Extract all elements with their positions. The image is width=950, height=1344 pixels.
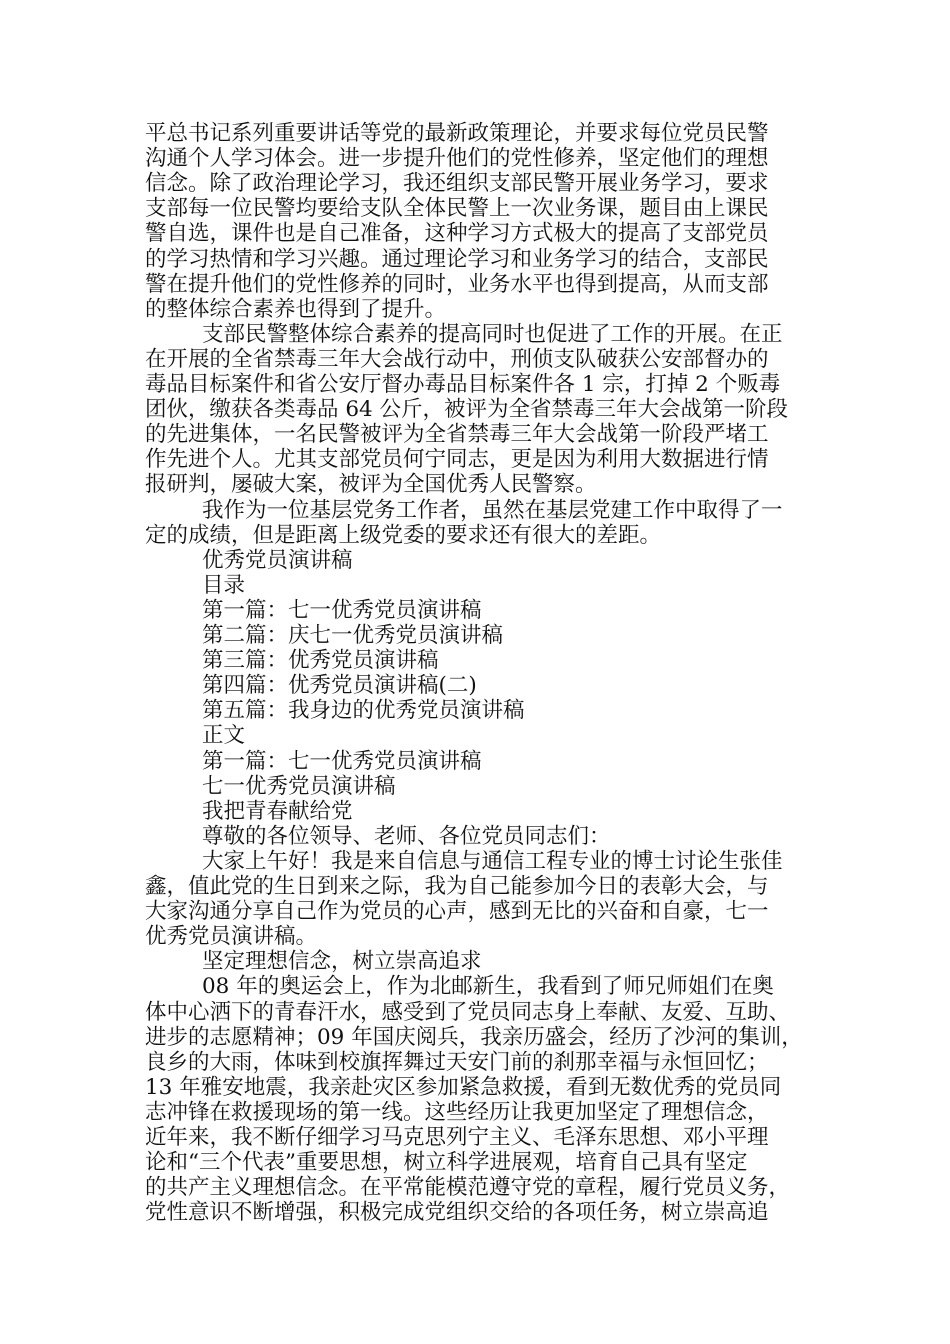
text-line: 进步的志愿精神；09 年国庆阅兵，我亲历盛会，经历了沙河的集训， (145, 1024, 803, 1050)
text-line: 的整体综合素养也得到了提升。 (145, 296, 447, 322)
paragraph-first-line: 尊敬的各位领导、老师、各位党员同志们： (202, 823, 611, 849)
text-line: 毒品目标案件和省公安厅督办毒品目标案件各 1 宗，打掉 2 个贩毒 (145, 372, 781, 397)
paragraph-first-line: 第三篇：优秀党员演讲稿 (202, 648, 439, 674)
paragraph-first-line: 我把青春献给党 (202, 798, 353, 824)
paragraph-first-line: 08 年的奥运会上，作为北邮新生，我看到了师兄师姐们在奥 (202, 974, 774, 1000)
text-line: 在开展的全省禁毒三年大会战行动中，刑侦支队破获公安部督办的 (145, 346, 769, 372)
text-line: 志冲锋在救援现场的第一线。这些经历让我更加坚定了理想信念， (145, 1099, 769, 1125)
text-line: 的共产主义理想信念。在平常能模范遵守党的章程，履行党员义务， (145, 1175, 791, 1201)
text-line: 支部每一位民警均要给支队全体民警上一次业务课，题目由上课民 (145, 196, 769, 222)
text-line: 体中心洒下的青春汗水，感受到了党员同志身上奉献、友爱、互助、 (145, 999, 791, 1025)
text-line: 团伙，缴获各类毒品 64 公斤，被评为全省禁毒三年大会战第一阶段 (145, 397, 789, 423)
paragraph-first-line: 第五篇：我身边的优秀党员演讲稿 (202, 698, 525, 724)
text-line: 报研判，屡破大案，被评为全国优秀人民警察。 (145, 472, 597, 498)
text-line: 13 年雅安地震，我亲赴灾区参加紧急救援，看到无数优秀的党员同 (145, 1074, 782, 1100)
paragraph-first-line: 正文 (202, 723, 246, 749)
paragraph-first-line: 我作为一位基层党务工作者，虽然在基层党建工作中取得了一 (202, 497, 783, 523)
text-line: 鑫，值此党的生日到来之际，我为自己能参加今日的表彰大会，与 (145, 874, 769, 899)
paragraph-first-line: 支部民警整体综合素养的提高同时也促进了工作的开展。在正 (202, 321, 783, 347)
text-line: 警在提升他们的党性修养的同时，业务水平也得到提高，从而支部 (145, 271, 769, 297)
text-line: 沟通个人学习体会。进一步提升他们的党性修养，坚定他们的理想 (145, 146, 769, 172)
text-line: 良乡的大雨，体味到校旗挥舞过天安门前的刹那幸福与永恒回忆； (145, 1049, 769, 1075)
paragraph-first-line: 大家上午好！我是来自信息与通信工程专业的博士讨论生张佳 (202, 848, 783, 874)
paragraph-first-line: 第一篇：七一优秀党员演讲稿 (202, 748, 482, 774)
text-line: 作先进个人。尤其支部党员何宁同志，更是因为利用大数据进行情 (145, 447, 769, 473)
text-line: 大家沟通分享自己作为党员的心声，感到无比的兴奋和自豪，七一 (145, 899, 769, 925)
text-line: 论和“三个代表”重要思想，树立科学进展观，培育自己具有坚定 (145, 1150, 748, 1176)
paragraph-first-line: 优秀党员演讲稿 (202, 547, 353, 573)
text-line: 党性意识不断增强，积极完成党组织交给的各项任务，树立崇高追 (145, 1200, 769, 1226)
paragraph-first-line: 七一优秀党员演讲稿 (202, 773, 396, 799)
text-line: 近年来，我不断仔细学习马克思列宁主义、毛泽东思想、邓小平理 (145, 1125, 769, 1150)
text-line: 平总书记系列重要讲话等党的最新政策理论，并要求每位党员民警 (145, 121, 769, 146)
text-line: 的学习热情和学习兴趣。通过理论学习和业务学习的结合，支部民 (145, 246, 769, 272)
text-line: 优秀党员演讲稿。 (145, 924, 318, 950)
paragraph-first-line: 坚定理想信念，树立崇高追求 (202, 949, 482, 975)
paragraph-first-line: 第一篇：七一优秀党员演讲稿 (202, 597, 482, 623)
paragraph-first-line: 目录 (202, 572, 246, 598)
text-line: 信念。除了政治理论学习，我还组织支部民警开展业务学习，要求 (145, 171, 769, 197)
paragraph-first-line: 第二篇：庆七一优秀党员演讲稿 (202, 623, 504, 648)
text-line: 警自选，课件也是自己准备，这种学习方式极大的提高了支部党员 (145, 221, 769, 247)
text-line: 的先进集体，一名民警被评为全省禁毒三年大会战第一阶段严堵工 (145, 422, 769, 448)
paragraph-first-line: 第四篇：优秀党员演讲稿(二) (202, 673, 477, 699)
text-line: 定的成绩，但是距离上级党委的要求还有很大的差距。 (145, 522, 662, 548)
